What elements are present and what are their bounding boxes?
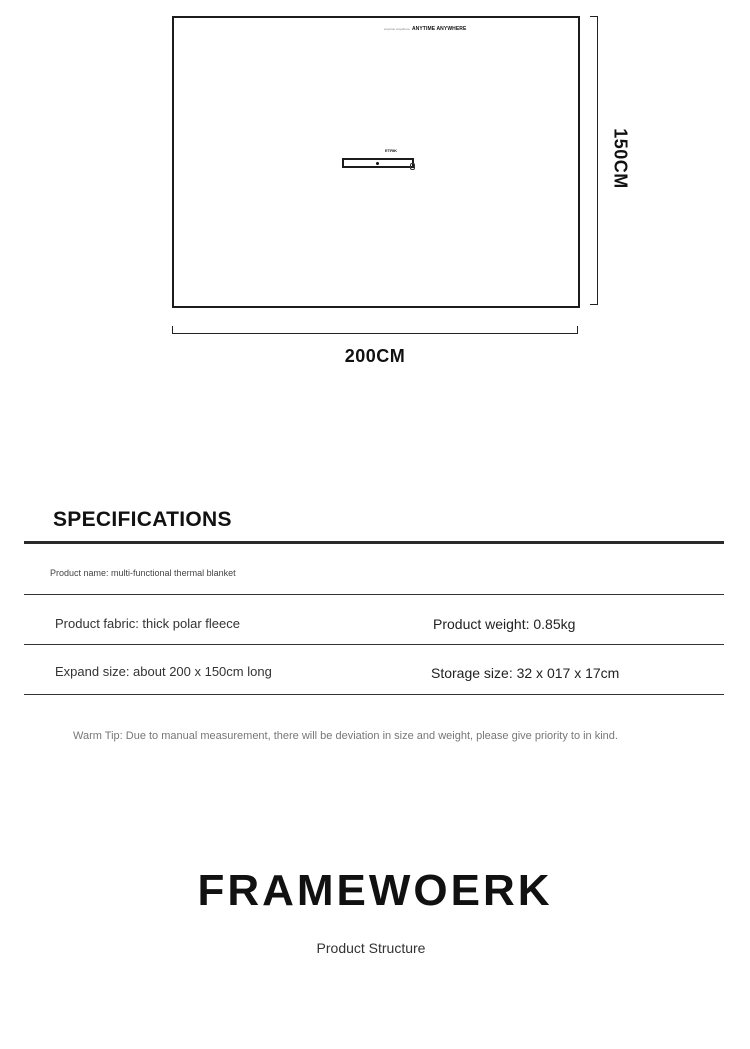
framework-title: FRAMEWOERK bbox=[197, 866, 553, 915]
strap-band bbox=[342, 158, 414, 168]
product-name: Product name: multi-functional thermal blanket bbox=[50, 568, 236, 578]
table-rule bbox=[24, 644, 724, 645]
blanket-tagline-prefix: anytime anywhere bbox=[384, 27, 410, 31]
storage-size: Storage size: 32 x 017 x 17cm bbox=[431, 665, 620, 681]
width-dimension-bracket bbox=[172, 326, 578, 334]
framework-subtitle: Product Structure bbox=[316, 940, 426, 956]
blanket-tagline bbox=[384, 26, 466, 32]
expand-size: Expand size: about 200 x 150cm long bbox=[55, 664, 272, 679]
strap-hook-icon bbox=[410, 163, 415, 170]
blanket-tagline-text: ANYTIME ANYWHERE bbox=[411, 26, 467, 32]
width-dimension-label: 200CM bbox=[344, 346, 406, 366]
height-dimension-bracket bbox=[590, 16, 598, 305]
height-dimension-label: 150CM bbox=[610, 128, 631, 189]
strap-button-icon bbox=[376, 162, 379, 165]
product-fabric: Product fabric: thick polar fleece bbox=[55, 616, 240, 631]
strap-logo: ETRIK bbox=[385, 148, 397, 153]
specifications-heading: SPECIFICATIONS bbox=[53, 508, 232, 531]
table-rule bbox=[24, 694, 724, 695]
table-rule bbox=[24, 594, 724, 595]
blanket-outline bbox=[172, 16, 580, 308]
product-weight: Product weight: 0.85kg bbox=[433, 616, 576, 632]
specifications-divider bbox=[24, 541, 724, 544]
warm-tip: Warm Tip: Due to manual measurement, there will be deviation in size and weight, please give priority to in kind. bbox=[73, 730, 618, 742]
blanket-strap bbox=[342, 148, 414, 168]
